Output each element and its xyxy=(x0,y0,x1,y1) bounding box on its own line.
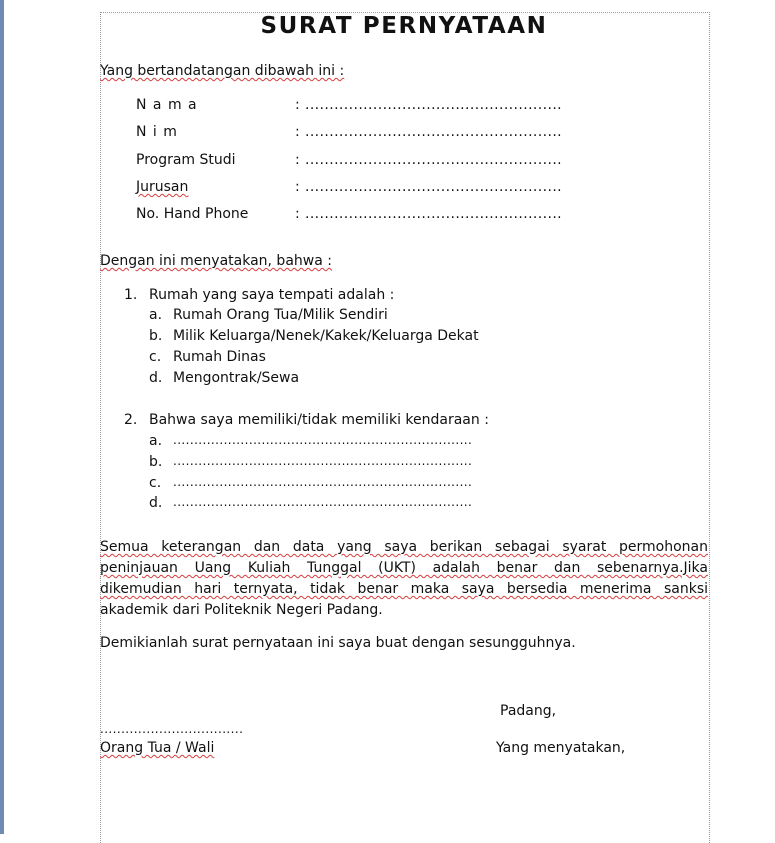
option-text[interactable]: ....................................................................... xyxy=(173,495,473,509)
window-left-edge xyxy=(0,0,4,834)
item-text: Rumah yang saya tempati adalah : xyxy=(149,287,395,303)
intro-text: Yang bertandatangan dibawah ini : xyxy=(100,63,345,79)
option-text: Rumah Orang Tua/Milik Sendiri xyxy=(173,307,388,323)
item-number: 1. xyxy=(124,287,138,303)
right-signer-label: Yang menyatakan, xyxy=(496,740,626,756)
item-number: 2. xyxy=(124,412,138,428)
paragraph-line: Semua keterangan dan data yang saya berikan sebagai syarat permohonan xyxy=(100,539,708,555)
field-label-program-studi: Program Studi xyxy=(136,152,236,168)
item-text: Bahwa saya memiliki/tidak memiliki kendaraan : xyxy=(149,412,489,428)
option-text: Rumah Dinas xyxy=(173,349,266,365)
field-value-hand-phone[interactable]: : ..................................................... xyxy=(295,206,563,222)
left-signer-label: Orang Tua / Wali xyxy=(100,740,215,756)
option-letter: b. xyxy=(149,454,163,470)
option-text: Milik Keluarga/Nenek/Kakek/Keluarga Dekat xyxy=(173,328,479,344)
option-text[interactable]: ....................................................................... xyxy=(173,433,473,447)
option-letter: c. xyxy=(149,349,162,365)
paragraph-line: dikemudian hari ternyata, tidak benar maka saya bersedia menerima sanksi xyxy=(100,581,708,597)
field-label-nama: N a m a xyxy=(136,97,198,113)
option-letter: c. xyxy=(149,475,162,491)
declaration-paragraph xyxy=(100,537,708,621)
signature-line: .................................. xyxy=(100,722,244,736)
option-text[interactable]: ....................................................................... xyxy=(173,454,473,468)
place-label: Padang, xyxy=(500,703,557,719)
paragraph-line: peninjauan Uang Kuliah Tunggal (UKT) adalah benar dan sebenarnya.Jika xyxy=(100,560,708,576)
paragraph-line: akademik dari Politeknik Negeri Padang. xyxy=(100,602,383,618)
statement-intro: Dengan ini menyatakan, bahwa : xyxy=(100,253,332,269)
option-letter: a. xyxy=(149,433,163,449)
option-letter: a. xyxy=(149,307,163,323)
field-value-nama[interactable]: : ..................................................... xyxy=(295,97,563,113)
field-label-nim: N i m xyxy=(136,124,178,140)
option-letter: b. xyxy=(149,328,163,344)
option-letter: d. xyxy=(149,495,163,511)
field-label-hand-phone: No. Hand Phone xyxy=(136,206,249,222)
field-value-program-studi[interactable]: : ..................................................... xyxy=(295,152,563,168)
option-text[interactable]: ....................................................................... xyxy=(173,475,473,489)
field-value-jurusan[interactable]: : ..................................................... xyxy=(295,179,563,195)
option-text: Mengontrak/Sewa xyxy=(173,370,300,386)
field-value-nim[interactable]: : ..................................................... xyxy=(295,124,563,140)
document-title: SURAT PERNYATAAN xyxy=(260,13,548,39)
field-label-jurusan: Jurusan xyxy=(136,179,189,195)
option-letter: d. xyxy=(149,370,163,386)
closing-statement: Demikianlah surat pernyataan ini saya buat dengan sesungguhnya. xyxy=(100,635,576,651)
